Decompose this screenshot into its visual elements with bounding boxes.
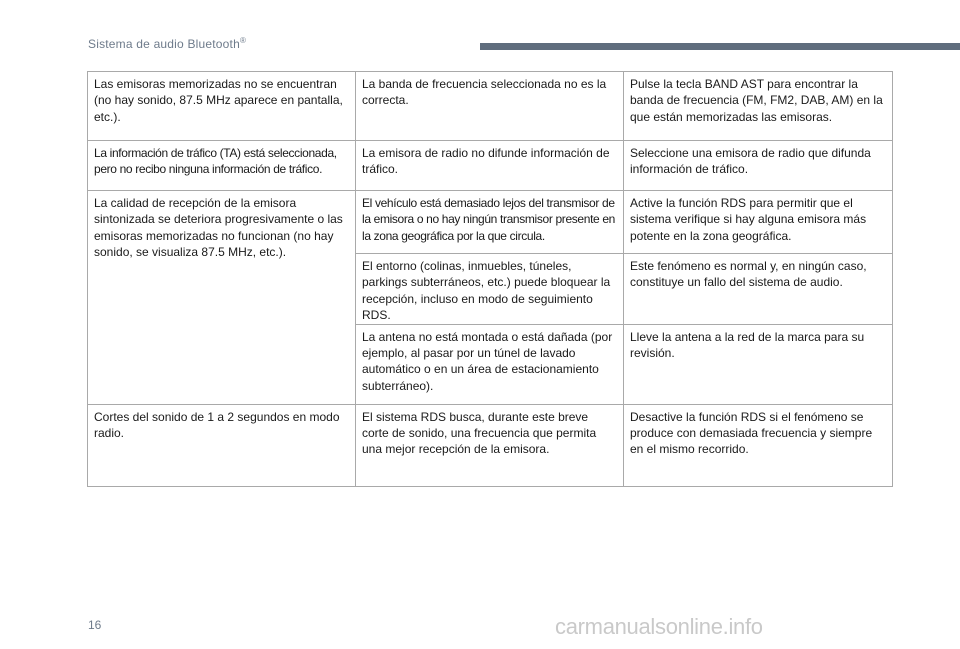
solution-cell: Lleve la antena a la red de la marca para su revisión. (624, 324, 893, 404)
page-header-title (88, 36, 246, 51)
header-accent-bar (480, 43, 960, 50)
solution-cell: Pulse la tecla BAND AST para encontrar la banda de frecuencia (FM, FM2, DAB, AM) en la que están memorizadas las emisoras. (624, 72, 893, 141)
table-row (88, 72, 893, 141)
cause-cell: El vehículo está demasiado lejos del transmisor de la emisora o no hay ningún transmisor presente en la zona geográfica por la que circula. (356, 191, 624, 254)
solution-cell: Desactive la función RDS si el fenómeno se produce con demasiada frecuencia y siempre en el mismo recorrido. (624, 404, 893, 486)
solution-cell: Active la función RDS para permitir que el sistema verifique si hay alguna emisora más potente en la zona geográfica. (624, 191, 893, 254)
table-row (88, 404, 893, 486)
page-number: 16 (88, 618, 102, 632)
cause-cell: El entorno (colinas, inmuebles, túneles, parkings subterráneos, etc.) puede bloquear la recepción, incluso en modo de seguimiento RDS. (356, 254, 624, 325)
problem-cell: Cortes del sonido de 1 a 2 segundos en modo radio. (88, 404, 356, 486)
problem-cell: Las emisoras memorizadas no se encuentran (no hay sonido, 87.5 MHz aparece en pantalla, etc.). (88, 72, 356, 141)
solution-cell: Este fenómeno es normal y, en ningún caso, constituye un fallo del sistema de audio. (624, 254, 893, 325)
cause-cell: El sistema RDS busca, durante este breve corte de sonido, una frecuencia que permita una mejor recepción de la emisora. (356, 404, 624, 486)
problem-cell: La información de tráfico (TA) está seleccionada, pero no recibo ninguna información de tráfico. (88, 141, 356, 191)
solution-cell: Seleccione una emisora de radio que difunda información de tráfico. (624, 141, 893, 191)
trademark-symbol: ® (239, 36, 247, 45)
cause-cell: La emisora de radio no difunde información de tráfico. (356, 141, 624, 191)
problem-cell: La calidad de recepción de la emisora sintonizada se deteriora progresivamente o las emisoras memorizadas no funcionan (no hay sonido, se visualiza 87.5 MHz, etc.). (88, 191, 356, 405)
cause-cell: La antena no está montada o está dañada (por ejemplo, al pasar por un túnel de lavado automático o en un área de estacionamiento subterráneo). (356, 324, 624, 404)
cause-cell: La banda de frecuencia seleccionada no es la correcta. (356, 72, 624, 141)
watermark: carmanualsonline.info (555, 614, 763, 639)
header-title-text: Sistema de audio Bluetooth (88, 37, 240, 51)
table-row (88, 191, 893, 254)
table-row (88, 141, 893, 191)
troubleshooting-table (87, 71, 893, 487)
